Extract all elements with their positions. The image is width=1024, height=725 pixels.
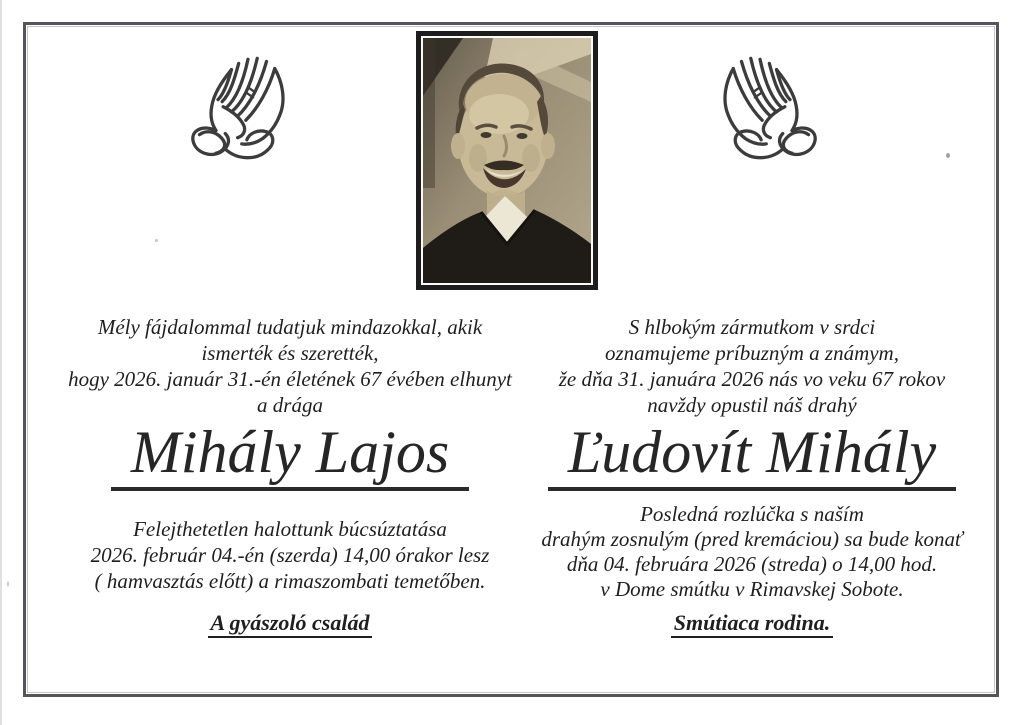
left-deceased-name-block xyxy=(45,420,535,491)
right-announcement-text xyxy=(505,314,999,418)
right-column-slovak xyxy=(505,0,999,725)
text-line: ( hamvasztás előtt) a rimaszombati temetőben. xyxy=(94,569,486,593)
right-deceased-name-block xyxy=(505,420,999,491)
mourning-family-signature-hungarian: A gyászoló család xyxy=(208,610,373,638)
scan-speck xyxy=(7,581,9,587)
left-signature-block xyxy=(45,610,535,638)
right-signature-block xyxy=(505,610,999,638)
text-line: drahým zosnulým (pred kremáciou) sa bude konať xyxy=(541,527,963,551)
text-line: Posledná rozlúčka s naším xyxy=(640,502,864,526)
scan-edge-artifact xyxy=(0,0,2,725)
text-line: dňa 04. februára 2026 (streda) o 14,00 hod. xyxy=(566,552,938,576)
text-line: navždy opustil náš drahý xyxy=(647,393,857,417)
mourning-family-signature-slovak: Smútiaca rodina. xyxy=(671,610,833,638)
text-line: v Dome smútku v Rimavskej Sobote. xyxy=(600,577,904,601)
text-line: že dňa 31. januára 2026 nás vo veku 67 rokov xyxy=(558,367,946,391)
deceased-name-hungarian: Mihály Lajos xyxy=(111,420,469,491)
left-announcement-text xyxy=(45,314,535,418)
text-line: a drága xyxy=(257,393,323,417)
text-line: S hlbokým zármutkom v srdci xyxy=(628,315,876,339)
left-funeral-details xyxy=(45,516,535,594)
text-line: oznamujeme príbuzným a známym, xyxy=(605,341,899,365)
text-line: Mély fájdalommal tudatjuk mindazokkal, akik xyxy=(97,315,483,339)
deceased-name-slovak: Ľudovít Mihály xyxy=(548,420,956,491)
text-line: 2026. február 04.-én (szerda) 14,00 órakor lesz xyxy=(90,543,490,567)
text-line: Felejthetetlen halottunk búcsúztatása xyxy=(133,517,447,541)
text-line: ismerték és szerették, xyxy=(201,341,379,365)
text-line: hogy 2026. január 31.-én életének 67 évében elhunyt xyxy=(68,367,512,391)
right-funeral-details xyxy=(505,502,999,602)
left-column-hungarian xyxy=(45,0,535,725)
